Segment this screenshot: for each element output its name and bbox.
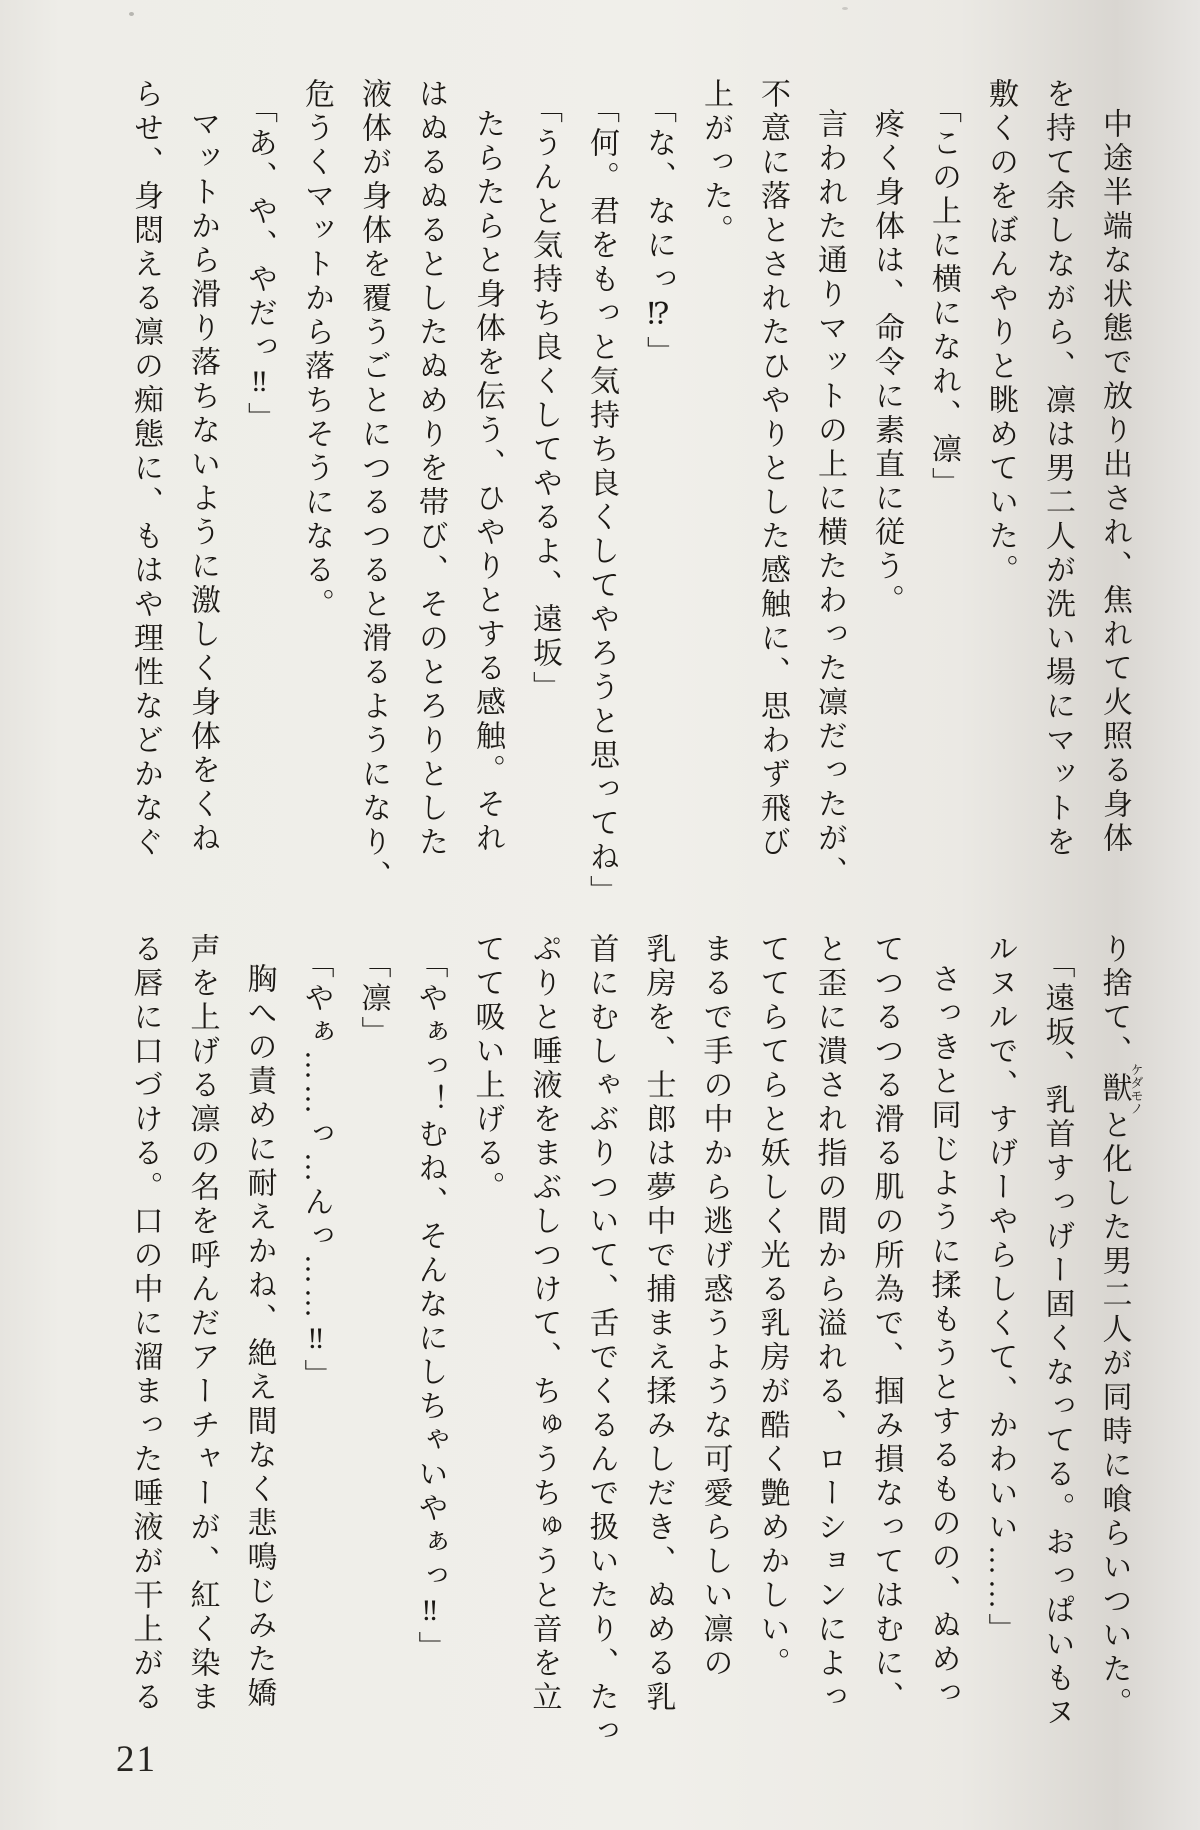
text-column: 上がった。 — [699, 78, 732, 248]
text-column: 言われた通りマットの上に横たわった凛だったが、 — [813, 108, 846, 890]
text-column: 疼く身体は、命令に素直に従う。 — [870, 108, 903, 618]
text-column: り捨て、獣ケダモノと化した男二人が同時に喰らいついた。 — [1097, 933, 1144, 1721]
scan-artifact — [842, 7, 848, 10]
text-column: てて吸い上げる。 — [470, 933, 504, 1205]
text-column: 乳房を、士郎は夢中で捕まえ揉みしだき、ぬめる乳 — [641, 933, 675, 1715]
text-column: ルヌルで、すげーやらしくて、かわいい……」 — [983, 933, 1017, 1647]
text-column: ててらてらと妖しく光る乳房が酷く艶めかしい。 — [755, 933, 789, 1681]
page-number: 21 — [116, 1739, 157, 1780]
text-column: ぷりと唾液をまぶしつけて、ちゅうちゅうと音を立 — [527, 933, 561, 1715]
text-column: 「何。君をもっと気持ち良くしてやろうと思ってね」 — [585, 93, 618, 909]
text-column: 「この上に横になれ、凛」 — [927, 93, 960, 501]
furigana-ruby: 獣ケダモノ — [1097, 1063, 1144, 1115]
text-column: マットから滑り落ちないように激しく身体をくね — [186, 108, 219, 856]
text-column: 「凛」 — [356, 948, 390, 1050]
text-column: 危うくマットから落ちそうになる。 — [300, 78, 333, 622]
text-column: 胸への責めに耐えかね、絶え間なく悲鳴じみた嬌 — [242, 963, 276, 1711]
text-column: 不意に落とされたひやりとした感触に、思わず飛び — [756, 78, 789, 860]
text-column: 「あ、や、やだっ‼」 — [243, 93, 276, 436]
text-column: 「うんと気持ち良くしてやるよ、遠坂」 — [528, 93, 561, 705]
text-column: てつるつる滑る肌の所為で、掴み損なってはむに、 — [869, 933, 903, 1715]
text-column: 首にむしゃぶりついて、舌でくるんで扱いたり、たっ — [584, 933, 618, 1749]
text-column: 「やぁっ！むね、そんなにしちゃいやぁっ‼」 — [413, 948, 447, 1665]
text-column: と歪に潰され指の間から溢れる、ローションによっ — [812, 933, 846, 1715]
text-column: 「遠坂、乳首すっげー固くなってる。おっぱいもヌ — [1040, 948, 1074, 1730]
text-column: らせ、身悶える凛の痴態に、もはや理性などかなぐ — [129, 78, 162, 860]
text-column: を持て余しながら、凛は男二人が洗い場にマットを — [1041, 78, 1074, 860]
text-column: 「な、なにっ⁉」 — [642, 93, 675, 370]
text-block-upper — [117, 78, 1143, 909]
text-column: る唇に口づける。口の中に溜まった唾液が干上がる — [128, 933, 162, 1715]
text-block-lower — [117, 933, 1144, 1749]
text-column: 中途半端な状態で放り出され、焦れて火照る身体 — [1098, 108, 1131, 856]
text-column: 液体が身体を覆うごとにつるつると滑るようになり、 — [357, 78, 390, 894]
text-column: 敷くのをぼんやりと眺めていた。 — [984, 78, 1017, 588]
text-column: たらたらと身体を伝う、ひやりとする感触。それ — [471, 108, 504, 856]
text-column: 声を上げる凛の名を呼んだアーチャーが、紅く染ま — [185, 933, 219, 1715]
scan-artifact — [129, 12, 134, 16]
text-column: まるで手の中から逃げ惑うような可愛らしい凛の — [698, 933, 732, 1681]
text-column: はぬるぬるとしたぬめりを帯び、そのとろりとした — [414, 78, 447, 860]
text-column: 「やぁ……っ…んっ……‼」 — [299, 948, 333, 1393]
text-column: さっきと同じように揉もうとするものの、ぬめっ — [926, 963, 960, 1711]
